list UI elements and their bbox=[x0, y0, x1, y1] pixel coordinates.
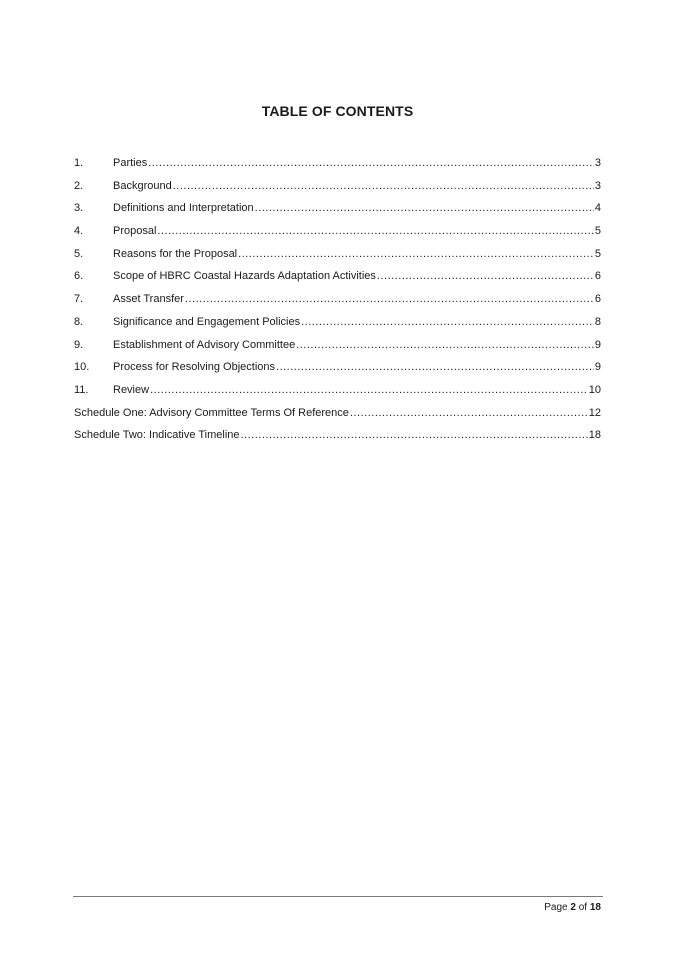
toc-entry-page: 5 bbox=[594, 247, 601, 260]
toc-leader-dots bbox=[157, 225, 593, 237]
toc-leader-dots bbox=[238, 248, 594, 260]
toc-leader-dots bbox=[255, 202, 594, 214]
toc-leader-dots bbox=[296, 339, 594, 351]
toc-leader-dots bbox=[350, 407, 588, 419]
toc-entry-number: 2. bbox=[74, 179, 84, 192]
toc-entry[interactable] bbox=[74, 316, 601, 339]
toc-leader-dots bbox=[377, 270, 594, 282]
footer-divider bbox=[73, 896, 603, 897]
toc-leader-dots bbox=[185, 293, 594, 305]
toc-entry-label: Review bbox=[113, 383, 150, 396]
toc-schedule-page: 18 bbox=[588, 429, 601, 442]
toc-entry-number: 5. bbox=[74, 247, 84, 260]
toc-leader-dots bbox=[150, 384, 588, 396]
toc-entry-page: 9 bbox=[594, 338, 601, 351]
toc-entry-label: Definitions and Interpretation bbox=[113, 202, 254, 215]
toc-leader-dots bbox=[173, 180, 594, 192]
page-title: TABLE OF CONTENTS bbox=[261, 103, 414, 119]
toc-entry-page: 9 bbox=[594, 361, 601, 374]
toc-entry-page: 5 bbox=[594, 225, 601, 238]
toc-entry-label: Establishment of Advisory Committee bbox=[113, 338, 296, 351]
footer-page-word: Page bbox=[544, 902, 568, 913]
toc-entry-page: 3 bbox=[594, 179, 601, 192]
table-of-contents bbox=[74, 157, 601, 452]
toc-entry-number: 9. bbox=[74, 338, 84, 351]
footer-current-page: 2 bbox=[570, 902, 576, 913]
toc-entry[interactable] bbox=[74, 293, 601, 316]
toc-entry-number: 10. bbox=[74, 361, 90, 374]
footer-of-word: of bbox=[578, 902, 588, 913]
toc-entry[interactable] bbox=[74, 202, 601, 225]
toc-leader-dots bbox=[301, 316, 594, 328]
toc-entry-page: 10 bbox=[588, 383, 601, 396]
toc-entry-number: 1. bbox=[74, 157, 84, 169]
toc-entry-number: 3. bbox=[74, 202, 84, 215]
toc-schedule-page: 12 bbox=[588, 406, 601, 419]
toc-entry[interactable] bbox=[74, 270, 601, 293]
footer-total-pages: 18 bbox=[589, 902, 601, 913]
toc-entry-number: 4. bbox=[74, 225, 84, 238]
toc-schedule-label: Schedule One: Advisory Committee Terms Of Reference bbox=[74, 406, 349, 419]
toc-leader-dots bbox=[148, 157, 594, 169]
toc-entry-number: 7. bbox=[74, 293, 84, 306]
toc-entry-number: 8. bbox=[74, 315, 84, 328]
toc-entry[interactable] bbox=[74, 248, 601, 271]
toc-entry-label: Background bbox=[113, 179, 172, 192]
toc-entry-page: 6 bbox=[594, 270, 601, 283]
toc-entry-label: Scope of HBRC Coastal Hazards Adaptation Activities bbox=[113, 270, 376, 283]
toc-entry[interactable] bbox=[74, 384, 601, 407]
toc-entry[interactable] bbox=[74, 180, 601, 203]
toc-entry-label: Proposal bbox=[113, 225, 157, 238]
toc-entry-label: Process for Resolving Objections bbox=[113, 361, 276, 374]
toc-entry[interactable] bbox=[74, 361, 601, 384]
toc-leader-dots bbox=[241, 429, 588, 441]
toc-schedule-entry[interactable] bbox=[74, 429, 601, 452]
toc-entry-page: 3 bbox=[594, 157, 601, 169]
toc-entry-number: 11. bbox=[74, 383, 89, 396]
toc-entry-page: 4 bbox=[594, 202, 601, 215]
toc-entry[interactable] bbox=[74, 157, 601, 180]
toc-schedule-label: Schedule Two: Indicative Timeline bbox=[74, 429, 240, 442]
toc-entry-page: 6 bbox=[594, 293, 601, 306]
toc-entry[interactable] bbox=[74, 339, 601, 362]
toc-entry[interactable] bbox=[74, 225, 601, 248]
toc-entry-number: 6. bbox=[74, 270, 84, 283]
toc-entry-label: Reasons for the Proposal bbox=[113, 247, 238, 260]
toc-entry-label: Asset Transfer bbox=[113, 293, 184, 306]
page-number-footer bbox=[544, 902, 601, 913]
toc-entry-page: 8 bbox=[594, 315, 601, 328]
toc-schedule-entry[interactable] bbox=[74, 407, 601, 430]
toc-entry-label: Significance and Engagement Policies bbox=[113, 315, 301, 328]
toc-leader-dots bbox=[276, 361, 594, 373]
toc-entry-label: Parties bbox=[113, 157, 148, 169]
